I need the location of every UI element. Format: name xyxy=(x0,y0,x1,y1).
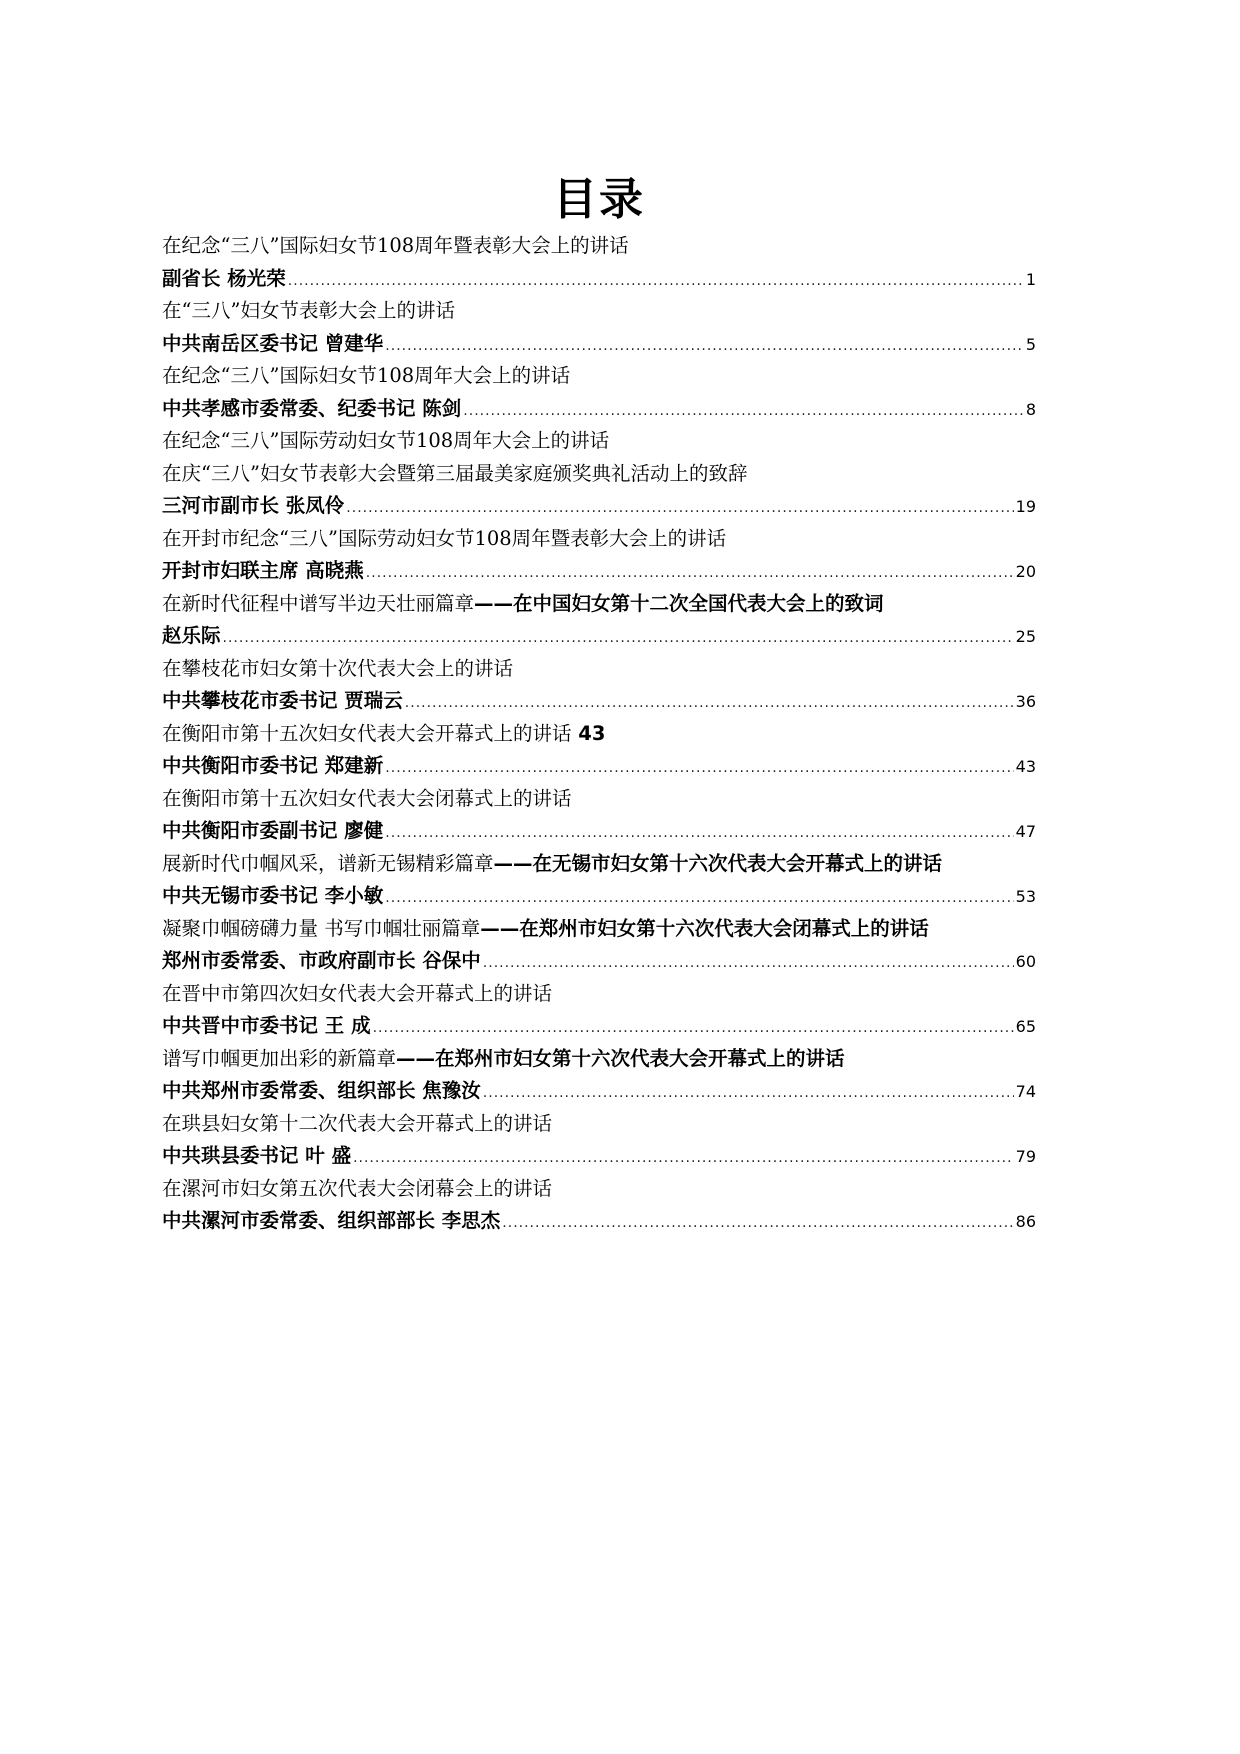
toc-entry-title[interactable] xyxy=(162,913,1036,946)
toc-entry-author-line[interactable] xyxy=(162,945,1036,978)
entry-author: 中共攀枝花市委书记 贾瑞云 xyxy=(162,689,403,712)
entry-title-subtitle: ——在郑州市妇女第十六次代表大会开幕式上的讲话 xyxy=(396,1046,845,1070)
entry-author: 中共孝感市委常委、纪委书记 陈剑 xyxy=(162,396,462,420)
entry-title-subtitle: ——在郑州市妇女第十六次代表大会闭幕式上的讲话 xyxy=(480,916,929,940)
entry-title-text: 在新时代征程中谱写半边天壮丽篇章 xyxy=(162,591,475,615)
entry-title-text: 在漯河市妇女第五次代表大会闭幕会上的讲话 xyxy=(162,1176,553,1200)
entry-title-subtitle: ——在无锡市妇女第十六次代表大会开幕式上的讲话 xyxy=(493,851,943,875)
toc-entry-title[interactable] xyxy=(162,848,1036,881)
dot-leader xyxy=(353,1142,1014,1175)
toc-entry-title[interactable] xyxy=(162,588,1036,621)
toc-entry-title[interactable] xyxy=(162,360,1036,393)
toc-entry-author-line[interactable] xyxy=(162,815,1036,848)
toc-entry-author-line[interactable] xyxy=(162,555,1036,588)
dot-leader xyxy=(373,1012,1014,1045)
dot-leader xyxy=(385,817,1013,850)
entry-title-text: 展新时代巾帼风采，谱新无锡精彩篇章 xyxy=(162,851,494,875)
toc-entry-title[interactable] xyxy=(162,718,1036,751)
toc-entry-title[interactable] xyxy=(162,458,1036,491)
toc-entry-title[interactable] xyxy=(162,978,1036,1011)
entry-author: 中共晋中市委书记 王 成 xyxy=(162,1014,371,1037)
toc-entry-author-line[interactable] xyxy=(162,620,1036,653)
entry-author: 赵乐际 xyxy=(162,624,221,647)
entry-page-number: 53 xyxy=(1015,887,1036,906)
entry-page-number: 1 xyxy=(1025,269,1036,289)
entry-title-text: 凝聚巾帼磅礴力量 书写巾帼壮丽篇章 xyxy=(162,916,481,940)
entry-author: 三河市副市长 张凤伶 xyxy=(162,494,345,517)
toc-entry-title[interactable] xyxy=(162,1173,1036,1206)
entry-page-number: 20 xyxy=(1015,562,1036,581)
toc-entry-title[interactable] xyxy=(162,523,1036,556)
entry-title-text: 在庆“三八”妇女节表彰大会暨第三届最美家庭颁奖典礼活动上的致辞 xyxy=(162,461,748,485)
entry-title-text: 在“三八”妇女节表彰大会上的讲话 xyxy=(162,299,455,322)
entry-page-number: 43 xyxy=(1015,757,1036,776)
toc-entry-title[interactable] xyxy=(162,653,1036,686)
entry-title-text: 在开封市纪念“三八”国际劳动妇女节108周年暨表彰大会上的讲话 xyxy=(162,526,727,550)
entry-author: 中共漯河市委常委、组织部部长 李思杰 xyxy=(162,1209,501,1232)
dot-leader xyxy=(483,947,1014,980)
page-title: 目录 xyxy=(553,174,645,225)
entry-author: 中共珙县委书记 叶 盛 xyxy=(162,1144,352,1167)
entry-title-text: 在衡阳市第十五次妇女代表大会开幕式上的讲话 xyxy=(162,721,572,745)
toc-entry-title[interactable] xyxy=(162,425,1036,458)
entry-title-text: 在衡阳市第十五次妇女代表大会闭幕式上的讲话 xyxy=(162,786,572,810)
entry-page-number: 36 xyxy=(1015,692,1036,711)
dot-leader xyxy=(385,752,1013,785)
dot-leader xyxy=(502,1207,1013,1240)
entry-page-number: 19 xyxy=(1015,497,1036,516)
toc-entry-author-line[interactable] xyxy=(162,263,1036,296)
toc-entry-author-line[interactable] xyxy=(162,1010,1036,1043)
toc-entry-title[interactable] xyxy=(162,295,1036,328)
entry-title-text: 在珙县妇女第十二次代表大会开幕式上的讲话 xyxy=(162,1111,553,1135)
entry-page-number: 25 xyxy=(1015,627,1036,646)
entry-author: 中共南岳区委书记 曾建华 xyxy=(162,331,384,355)
entry-page-number: 60 xyxy=(1015,952,1036,971)
entry-author: 中共衡阳市委书记 郑建新 xyxy=(162,754,384,777)
toc-entry-author-line[interactable] xyxy=(162,1205,1036,1238)
entry-page-number: 8 xyxy=(1025,399,1036,419)
dot-leader xyxy=(385,330,1024,363)
entry-page-number: 47 xyxy=(1015,822,1036,841)
toc-entry-author-line[interactable] xyxy=(162,393,1036,426)
entry-title-subtitle: ——在中国妇女第十二次全国代表大会上的致词 xyxy=(474,591,884,615)
toc-entry-author-line[interactable] xyxy=(162,1140,1036,1173)
entry-page-number: 74 xyxy=(1015,1082,1036,1101)
toc-entry-title[interactable] xyxy=(162,1043,1036,1076)
toc-entry-author-line[interactable] xyxy=(162,490,1036,523)
toc-list xyxy=(162,230,1036,1238)
entry-title-text: 在纪念“三八”国际妇女节108周年暨表彰大会上的讲话 xyxy=(162,234,629,257)
toc-page xyxy=(162,170,1036,1238)
toc-entry-author-line[interactable] xyxy=(162,328,1036,361)
dot-leader xyxy=(288,265,1024,298)
entry-author: 中共郑州市委常委、组织部长 焦豫汝 xyxy=(162,1079,481,1102)
entry-page-number: 5 xyxy=(1025,334,1036,354)
dot-leader xyxy=(366,557,1014,590)
dot-leader xyxy=(385,882,1013,915)
toc-entry-title[interactable] xyxy=(162,230,1036,263)
toc-entry-author-line[interactable] xyxy=(162,685,1036,718)
entry-author: 副省长 杨光荣 xyxy=(162,266,286,290)
toc-entry-author-line[interactable] xyxy=(162,1075,1036,1108)
entry-author: 中共衡阳市委副书记 廖健 xyxy=(162,819,384,842)
toc-entry-title[interactable] xyxy=(162,783,1036,816)
dot-leader xyxy=(223,622,1014,655)
toc-entry-title[interactable] xyxy=(162,1108,1036,1141)
dot-leader xyxy=(405,687,1014,720)
entry-title-text: 谱写巾帼更加出彩的新篇章 xyxy=(162,1046,397,1070)
entry-title-text: 在晋中市第四次妇女代表大会开幕式上的讲话 xyxy=(162,981,553,1005)
toc-entry-author-line[interactable] xyxy=(162,750,1036,783)
entry-title-text: 在纪念“三八”国际妇女节108周年大会上的讲话 xyxy=(162,364,571,387)
dot-leader xyxy=(463,395,1024,428)
entry-title-subtitle: 43 xyxy=(571,721,606,745)
entry-author: 郑州市委常委、市政府副市长 谷保中 xyxy=(162,949,481,972)
entry-title-text: 在纪念“三八”国际劳动妇女节108周年大会上的讲话 xyxy=(162,429,610,452)
entry-page-number: 86 xyxy=(1015,1212,1036,1231)
entry-author: 开封市妇联主席 高晓燕 xyxy=(162,559,364,582)
entry-title-text: 在攀枝花市妇女第十次代表大会上的讲话 xyxy=(162,656,514,680)
dot-leader xyxy=(483,1077,1014,1110)
toc-entry-author-line[interactable] xyxy=(162,880,1036,913)
dot-leader xyxy=(346,492,1013,525)
entry-author: 中共无锡市委书记 李小敏 xyxy=(162,884,384,907)
entry-page-number: 65 xyxy=(1015,1017,1036,1036)
entry-page-number: 79 xyxy=(1015,1147,1036,1166)
